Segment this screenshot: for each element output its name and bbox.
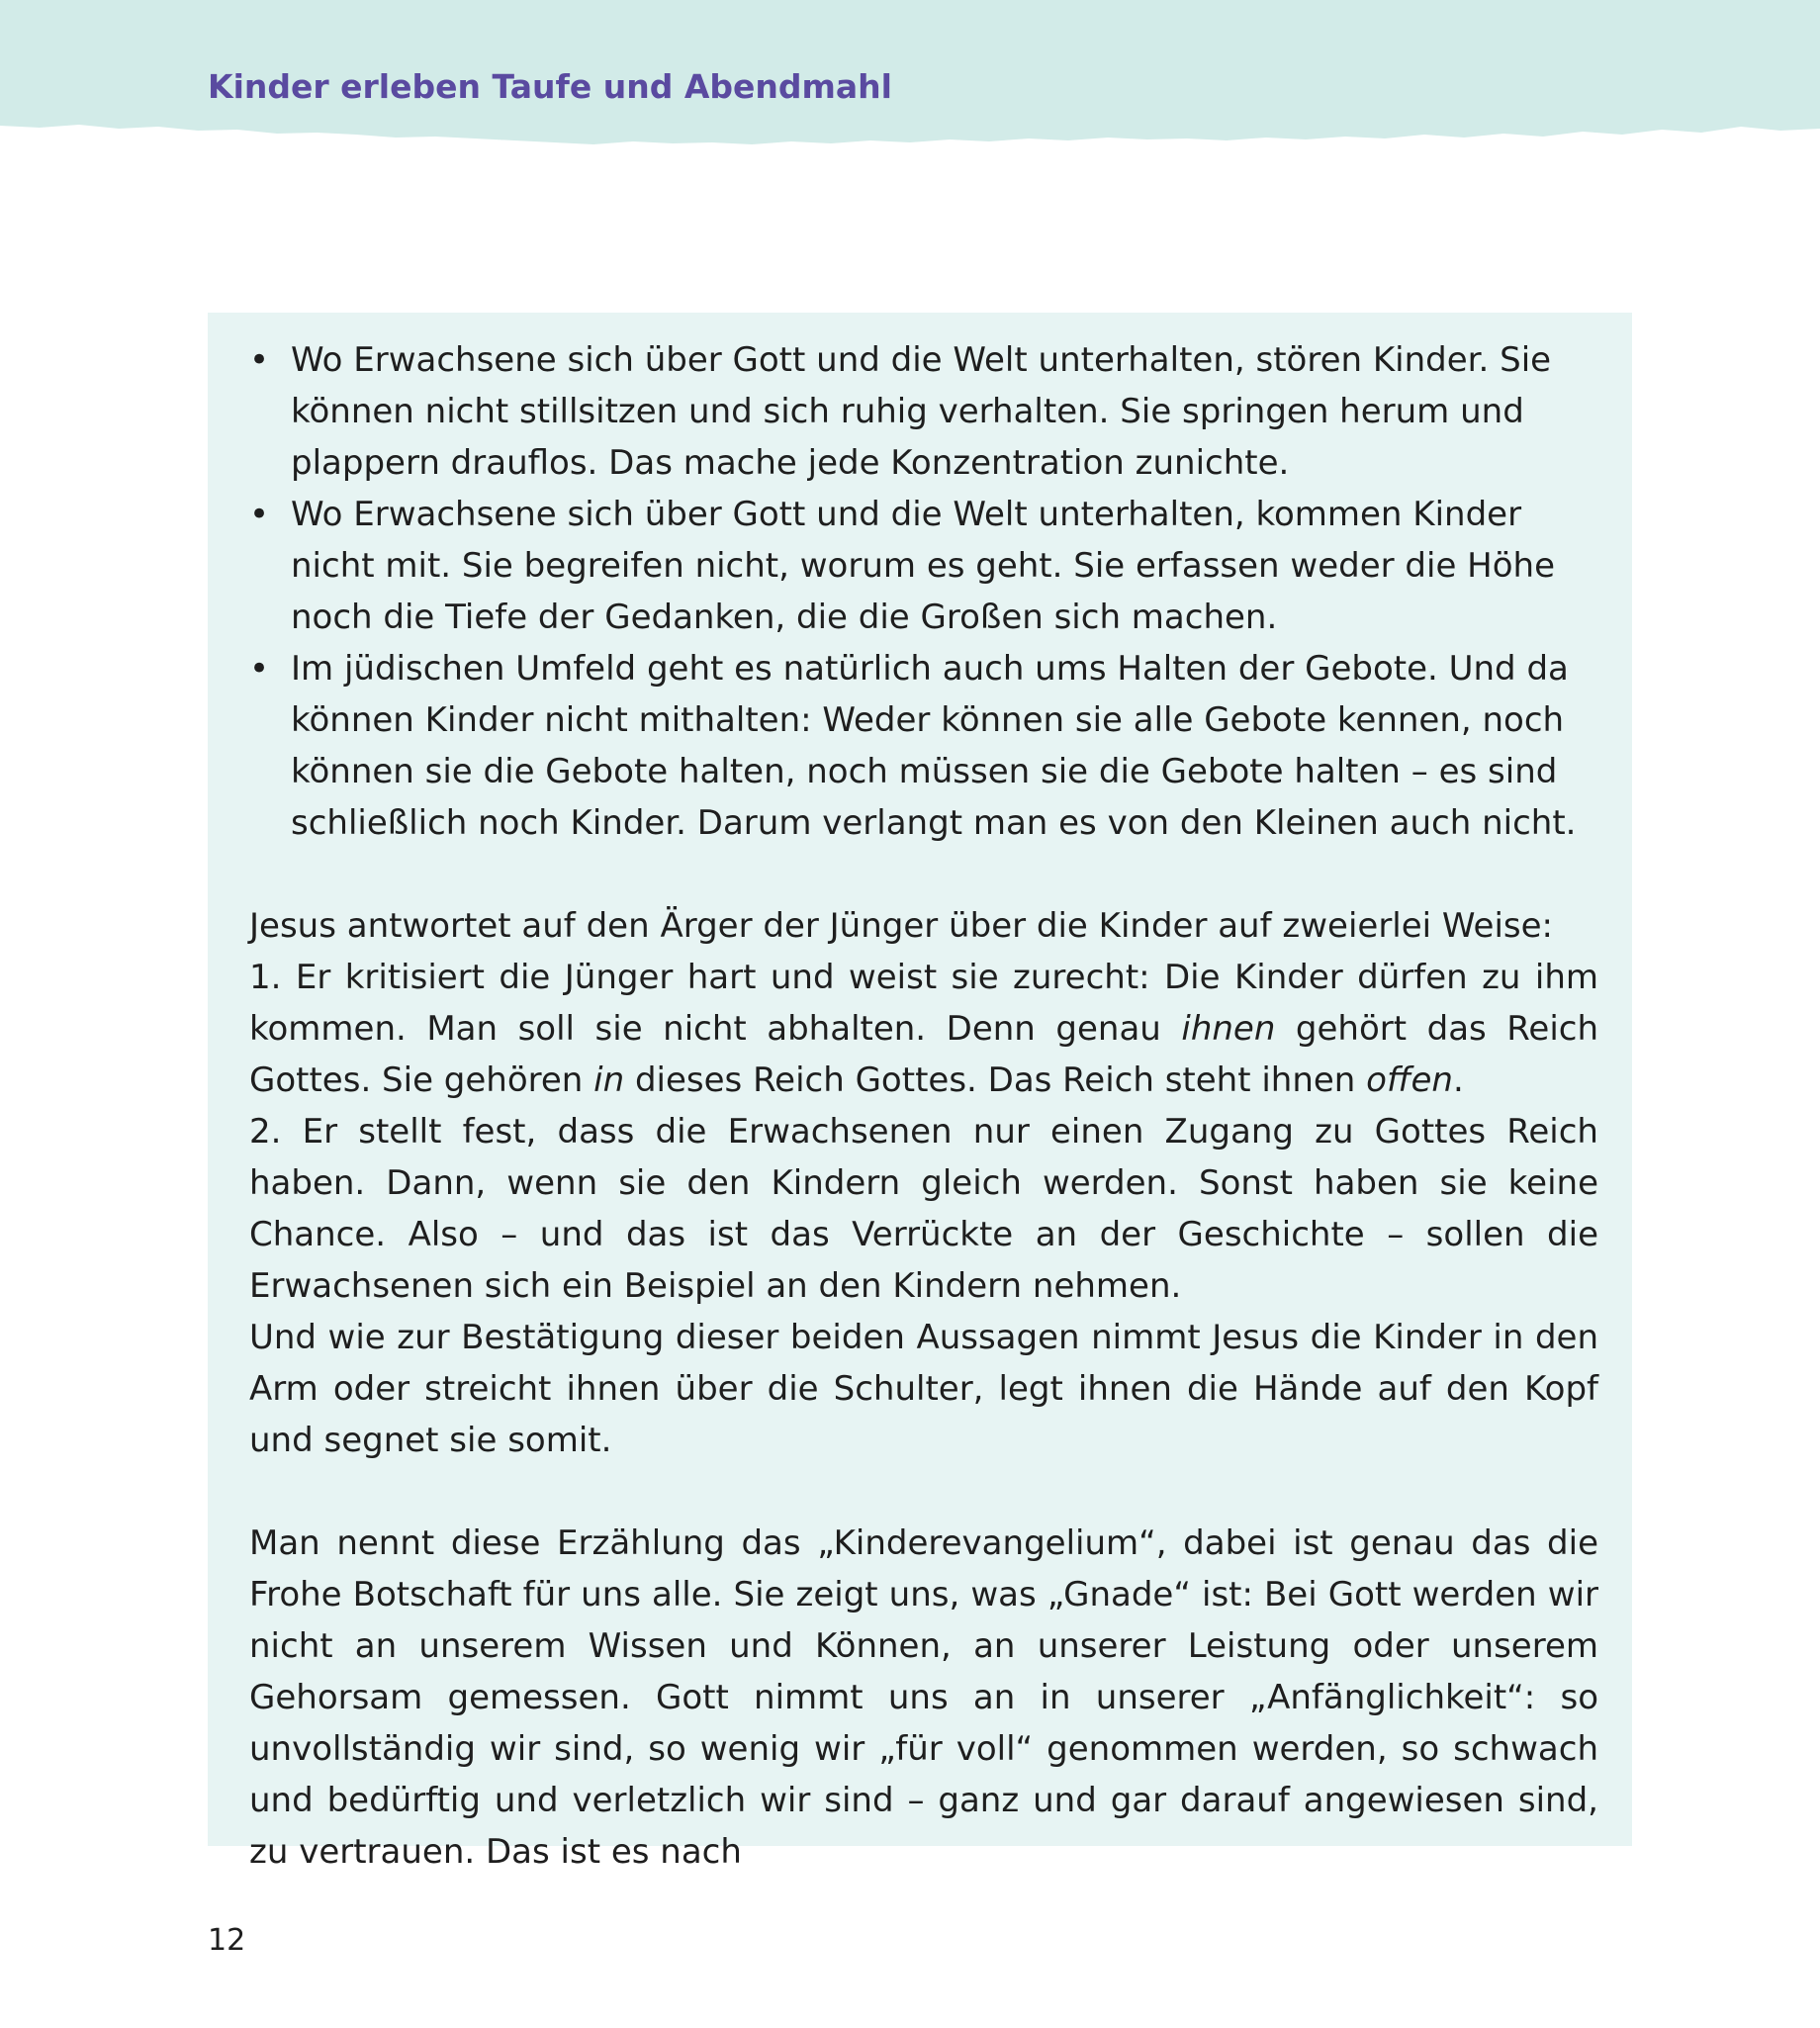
list-item — [249, 334, 1598, 489]
bullet-text: Wo Erwachsene sich über Gott und die Welt unterhalten, kommen Kinder nicht mit. Sie begreifen nicht, worum es geht. Sie erfassen weder die Höhe noch die Tiefe der Gedanken, die die Großen sich machen. — [291, 495, 1556, 637]
point-one-paragraph — [249, 952, 1598, 1106]
header-band — [0, 0, 1820, 158]
spacer — [249, 1466, 1598, 1518]
bullet-icon: • — [249, 340, 270, 380]
point-one-text-b: gehört das Reich Gottes. Sie gehören — [249, 1009, 1599, 1100]
bullet-text: Wo Erwachsene sich über Gott und die Welt unterhalten, stören Kinder. Sie können nicht stillsitzen und sich ruhig verhalten. Sie springen herum und plappern drauflos. Das mache jede Konzentration zunichte. — [291, 340, 1552, 483]
spacer — [249, 849, 1598, 900]
list-item — [249, 643, 1598, 849]
bullet-list — [249, 334, 1598, 849]
point-one-text-d: . — [1452, 1060, 1464, 1100]
point-one-text-c: dieses Reich Gottes. Das Reich steht ihnen — [624, 1060, 1367, 1100]
emphasis-offen: offen — [1366, 1060, 1453, 1100]
intro-paragraph: Jesus antwortet auf den Ärger der Jünger über die Kinder auf zweierlei Weise: — [249, 906, 1553, 946]
emphasis-in: in — [593, 1060, 625, 1100]
emphasis-ihnen: ihnen — [1181, 1009, 1276, 1049]
bullet-icon: • — [249, 495, 270, 534]
list-item — [249, 489, 1598, 643]
page-number: 12 — [208, 1923, 246, 1958]
point-one-text-a: 1. Er kritisiert die Jünger hart und weist sie zurecht: Die Kinder dürfen zu ihm kommen. Man soll sie nicht abhalten. Denn genau — [249, 958, 1598, 1049]
point-two-paragraph: 2. Er stellt fest, dass die Erwachsenen nur einen Zugang zu Gottes Reich haben. Dann, wenn sie den Kindern gleich werden. Sonst haben sie keine Chance. Also – und das ist das Verrückte an der Geschichte – sollen die Erwachsenen sich ein Beispiel an den Kindern nehmen. — [249, 1112, 1598, 1306]
page-header-title: Kinder erleben Taufe und Abendmahl — [208, 67, 892, 106]
blessing-paragraph: Und wie zur Bestätigung dieser beiden Aussagen nimmt Jesus die Kinder in den Arm oder streicht ihnen über die Schulter, legt ihnen die Hände auf den Kopf und segnet sie somit. — [249, 1318, 1598, 1460]
final-paragraph: Man nennt diese Erzählung das „Kinderevangelium“, dabei ist genau das die Frohe Botschaft für uns alle. Sie zeigt uns, was „Gnade“ ist: Bei Gott werden wir nicht an unserem Wissen und Können, an unserer Leistung oder unserem Gehorsam gemessen. Gott nimmt uns an in unserer „Anfänglichkeit“: so unvollständig wir sind, so wenig wir „für voll“ genommen werden, so schwach und bedürftig und verletzlich wir sind – ganz und gar darauf angewiesen sind, zu vertrauen. Das ist es nach — [249, 1523, 1598, 1872]
bullet-text: Im jüdischen Umfeld geht es natürlich auch ums Halten der Gebote. Und da können Kinder nicht mithalten: Weder können sie alle Gebote kennen, noch können sie die Gebote halten, noch müssen sie die Gebote halten – es sind schließlich noch Kinder. Darum verlangt man es von den Kleinen auch nicht. — [291, 649, 1577, 843]
content-box — [208, 313, 1632, 1872]
bullet-icon: • — [249, 649, 270, 689]
